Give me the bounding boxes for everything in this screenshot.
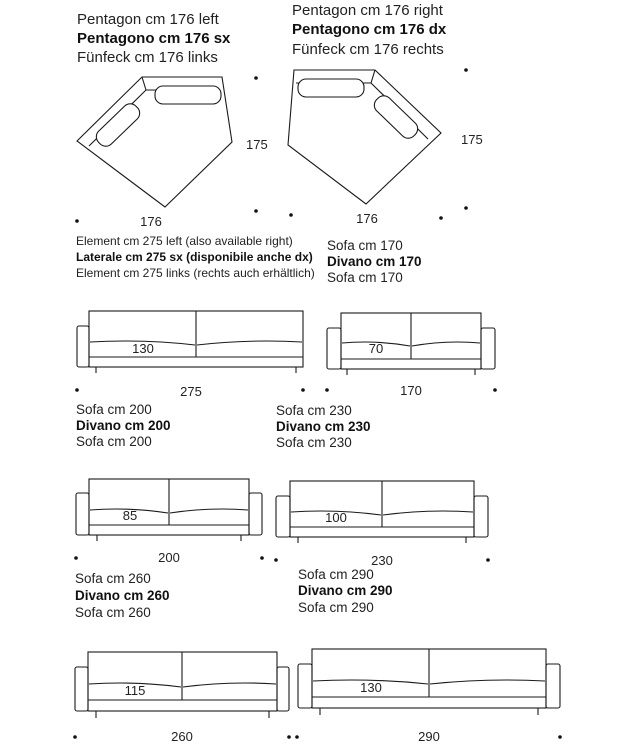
sofa-230-title-de: Sofa cm 230 [276,435,352,450]
dimension-tick-dot [464,68,468,72]
element-275-title-en: Element cm 275 left (also available right) [76,234,293,248]
dimension-tick-dot [301,388,305,392]
sofa-230-title-en: Sofa cm 230 [276,403,352,418]
element-275-group [75,234,315,399]
dimension-tick-dot [74,556,78,560]
sofa-290-seat-label: 130 [360,680,382,695]
element-275-title-de: Element cm 275 links (rechts auch erhältlich) [76,266,315,280]
pentagon-right-title-it: Pentagono cm 176 dx [292,21,447,38]
dimension-tick-dot [254,209,258,213]
pentagon-left-group [75,11,268,229]
sofa-290-title-it: Divano cm 290 [298,583,393,598]
pentagon-right-depth-label: 175 [461,132,483,147]
dimension-tick-dot [325,388,329,392]
dimension-tick-dot [289,213,293,217]
pentagon-right-drawing [288,70,441,204]
sofa-170-seat-label: 70 [368,341,384,356]
dimension-tick-dot [493,388,497,392]
sofa-230-drawing [276,481,488,543]
element-275-drawing [77,311,303,373]
dimension-tick-dot [486,558,490,562]
sofa-230-seat-label: 100 [325,510,347,525]
dimension-tick-dot [260,556,264,560]
sofa-170-title-de: Sofa cm 170 [327,270,403,285]
sofa-230-title-it: Divano cm 230 [276,419,371,434]
element-275-seat-label: 130 [132,341,154,356]
sofa-200-title-en: Sofa cm 200 [76,402,152,417]
sofa-170-group [325,238,497,398]
sofa-260-title-it: Divano cm 260 [75,588,170,603]
sofa-200-width-label: 200 [158,550,180,565]
pentagon-right-width-label: 176 [356,211,378,226]
sofa-290-title-en: Sofa cm 290 [298,567,374,582]
sofa-200-seat-label: 85 [122,508,138,523]
dimension-tick-dot [254,76,258,80]
sofa-290-width-label: 290 [418,729,440,744]
sofa-290-group [295,567,562,744]
pentagon-left-title-it: Pentagono cm 176 sx [77,30,231,47]
sofa-260-title-en: Sofa cm 260 [75,571,151,586]
sofa-260-title-de: Sofa cm 260 [75,605,151,620]
pentagon-left-title-de: Fünfeck cm 176 links [77,49,218,66]
sofa-200-drawing [76,479,262,541]
sofa-260-seat-label: 115 [124,683,146,698]
sofa-170-title-it: Divano cm 170 [327,254,422,269]
sofa-230-width-label: 230 [371,553,393,568]
pentagon-left-depth-label: 175 [246,137,268,152]
dimension-tick-dot [558,735,562,739]
sofa-290-title-de: Sofa cm 290 [298,600,374,615]
sofa-260-group [73,571,291,744]
sofa-230-group [274,403,490,568]
dimension-tick-dot [287,735,291,739]
sofa-200-group [74,402,264,565]
sofa-200-title-it: Divano cm 200 [76,418,171,433]
element-275-title-it: Laterale cm 275 sx (disponibile anche dx) [76,250,313,264]
pentagon-left-width-label: 176 [140,214,162,229]
pentagon-left-drawing [77,77,232,207]
pentagon-right-title-en: Pentagon cm 176 right [292,2,443,19]
sofa-170-drawing [327,313,495,375]
dimension-tick-dot [439,216,443,220]
sofa-290-drawing [298,649,560,715]
sofa-260-drawing [75,652,289,718]
dimension-tick-dot [274,558,278,562]
sofa-170-title-en: Sofa cm 170 [327,238,403,253]
dimension-tick-dot [295,735,299,739]
pentagon-right-title-de: Fünfeck cm 176 rechts [292,41,444,58]
sofa-170-width-label: 170 [400,383,422,398]
pentagon-left-title-en: Pentagon cm 176 left [77,11,219,28]
dimension-tick-dot [73,735,77,739]
pentagon-right-group [288,2,483,226]
sofa-260-width-label: 260 [171,729,193,744]
sofa-200-title-de: Sofa cm 200 [76,434,152,449]
dimension-tick-dot [75,388,79,392]
dimension-tick-dot [464,206,468,210]
element-275-width-label: 275 [180,384,202,399]
dimension-tick-dot [75,219,79,223]
